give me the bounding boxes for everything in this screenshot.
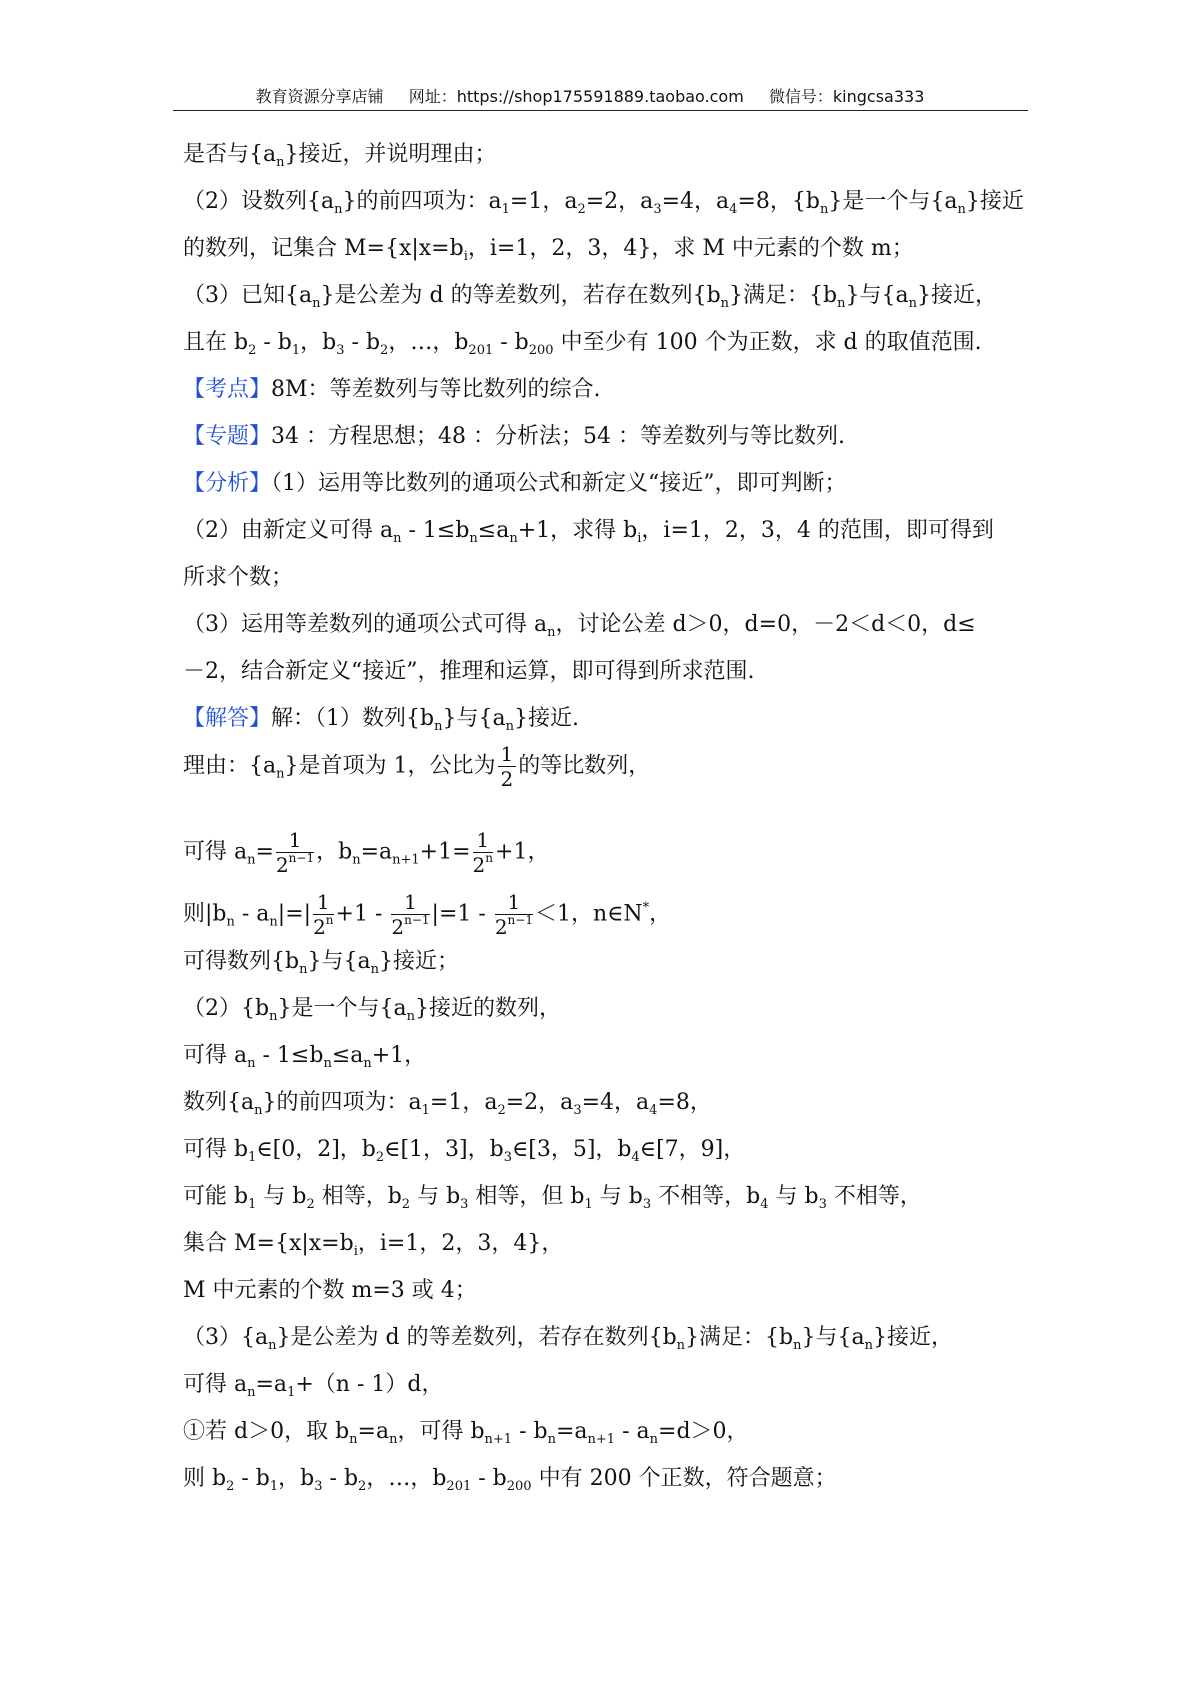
text-line: ①若 d＞0，取 $b_n=a_n$，可得 $b_{n+1} - b_n=a_{n+1} - a_n=d>0$， [183, 1419, 749, 1447]
text-line: 【专题】34 ：方程思想；48 ：分析法；54 ：等差数列与等比数列. [183, 424, 845, 449]
text-line: 则$|b_n - a_n|=|$ $\frac{1}{2^n}$ +1 - $\frac{1}{2^{n-1}}$ |=1 - $\frac{1}{2^{n-1}}$ ＜1，n∈N*， [183, 890, 672, 939]
text-line: 【解答】解：（1）数列$\{b_n\}$与$\{a_n\}$接近. [183, 706, 579, 734]
text-line: （3）运用等差数列的通项公式可得 $a_n$，讨论公差 d＞0，d=0，－2＜d＜0，d≤ [183, 612, 976, 640]
text-line: 可得数列$\{b_n\}$与$\{a_n\}$接近； [183, 949, 459, 977]
text-line: 集合 $M=\{x|x=b_i$，i=1，2，3，4}， [183, 1231, 564, 1259]
header-wechat: 微信号：kingcsa333 [768, 87, 925, 106]
text-line: 是否与$\{a_n\}$接近，并说明理由； [183, 142, 497, 170]
text-line: 数列$\{a_n\}$的前四项为：$a_1=1$，$a_2=2$，$a_3=4$，$a_4=8$， [183, 1090, 712, 1118]
text-line: 可得 $a_n=a_1+(n - 1)d$， [183, 1372, 444, 1400]
text-line: 且在 $b_2 - b_1$，$b_3 - b_2$，…，$b_{201} - b_{200}$ 中至少有 100 个为正数，求 d 的取值范围. [183, 330, 982, 358]
text-line: （3）已知$\{a_n\}$是公差为 d 的等差数列，若存在数列$\{b_n\}$满足：$\{b_n\}$与$\{a_n\}$接近， [183, 283, 997, 311]
text-line: M 中元素的个数 m=3 或 4； [183, 1278, 477, 1303]
text-line: 可得 $b_1\in[0$，2]，$b_2\in[1$，3]，$b_3\in[3$，5]，$b_4\in[7$，9]， [183, 1137, 746, 1165]
header-url: 网址：https://shop175591889.taobao.com [408, 87, 744, 106]
text-line: （2）由新定义可得 $a_n - 1\le b_n\le a_n+1$，求得 $b_i$，i=1，2，3，4 的范围，即可得到 [183, 518, 994, 546]
text-line: $(2)\{b_n\}$是一个与$\{a_n\}$接近的数列， [183, 996, 561, 1024]
text-line: 所求个数； [183, 565, 294, 590]
text-line: 的数列，记集合 $M=\{x|x=b_i$，i=1，2，3，4}，求 M 中元素的个数 m； [183, 236, 914, 264]
page-header [150, 84, 1030, 107]
text-line: （2）设数列$\{a_n\}$的前四项为：$a_1=1$，$a_2=2$，$a_3=4$，$a_4=8$，$\{b_n\}$是一个与$\{a_n\}$接近 [183, 189, 1024, 217]
text-line: －2，结合新定义“接近”，推理和运算，即可得到所求范围. [183, 659, 755, 684]
text-line: 可得 $a_n - 1\le b_n\le a_n+1$， [183, 1043, 427, 1071]
text-line: 【考点】8M：等差数列与等比数列的综合. [183, 377, 601, 402]
text-line: 可得 $a_n=$ $\frac{1}{2^{n-1}}$ ，$b_n=a_{n+1}+1=$ $\frac{1}{2^n}$ +1， [183, 828, 550, 877]
header-divider [173, 110, 1028, 111]
text-line: 则 $b_2 - b_1$，$b_3 - b_2$，…，$b_{201} - b_{200}$ 中有 200 个正数，符合题意； [183, 1466, 837, 1494]
text-line: 理由：$\{a_n\}$是首项为 1，公比为 $\frac{1}{2}$ 的等比数列， [183, 742, 651, 791]
header-shop: 教育资源分享店铺 [255, 87, 384, 106]
text-line: $(3)\{a_n\}$是公差为 d 的等差数列，若存在数列$\{b_n\}$满足：$\{b_n\}$与$\{a_n\}$接近， [183, 1325, 953, 1353]
text-line: 可能 $b_1$ 与 $b_2$ 相等，$b_2$ 与 $b_3$ 相等，但 $b_1$ 与 $b_3$ 不相等，$b_4$ 与 $b_3$ 不相等， [183, 1184, 922, 1212]
text-line: 【分析】（1）运用等比数列的通项公式和新定义“接近”，即可判断； [183, 471, 847, 496]
